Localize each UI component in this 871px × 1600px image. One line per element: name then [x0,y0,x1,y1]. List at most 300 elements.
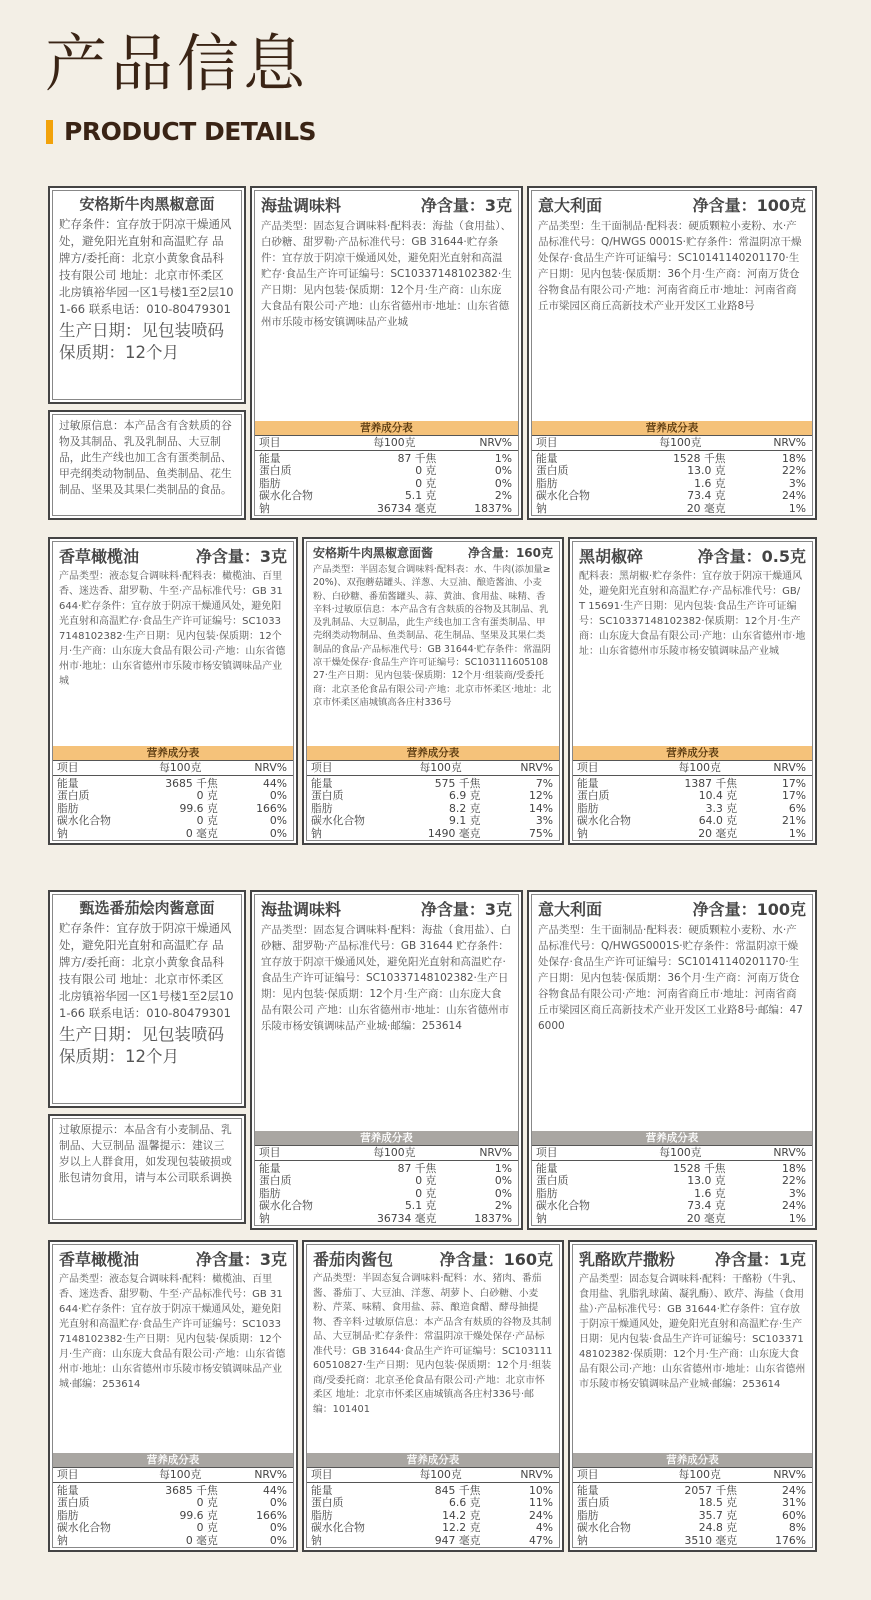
nutrient-label: 钠 [259,501,270,515]
nutrient-nrv: 44% [262,776,287,790]
nutrition-row [255,1200,518,1213]
nutrient-nrv: 3% [535,814,553,827]
col-item: 项目 [57,1467,79,1481]
nutrient-value: 0 克 [196,1496,218,1509]
nutrient-label: 蛋白质 [259,464,292,477]
nutrient-nrv: 1837% [474,501,512,515]
sauce1-net: 净含量：160克 [467,546,553,560]
pasta2-name: 甄选番茄烩肉酱意面 [79,899,215,917]
nutrition-row [307,1535,559,1548]
salt1-text: 产品类型：固态复合调味料·配料表：海盐（食用盐）、白砂糖、甜罗勒·产品标准代号：GB 31644·贮存条件：宜存放于阴凉干燥通风处，避免阳光直射和高温贮存·食品生产许可证编号：SC10337148102382·生产日期：见内包装·保质期：12个月·生产商：山东庞大食品有限公司·产地：山东省德州市·地址：山东省德州市乐陵市杨安镇调味品产业城 [261,220,512,328]
nutrition-row [255,1175,518,1188]
olive2-nutrition [53,1453,293,1548]
nutrition-title: 营养成分表 [307,746,559,760]
nutrient-value: 0 克 [196,1521,218,1534]
spaghetti1-text: 产品类型：生干面制品·配料表：硬质颗粒小麦粉、水·产品标准代号：Q/HWGS 0001S·贮存条件：常温阴凉干燥处保存·食品生产许可证编号：SC10141140201170·生产日期：见内包装·保质期：36个月·生产商：河南万货仓谷物食品有限公司·产地：河南省商丘市·地址：河南省商丘市梁园区商丘高新技术产业开发区工业路8号 [538,220,802,312]
tomato-net: 净含量：160克 [439,1250,553,1269]
nutrition-title: 营养成分表 [532,421,812,435]
salt1-card [250,186,523,520]
nutrient-label: 能量 [57,1483,79,1497]
nutrient-value: 0 毫克 [185,1533,218,1547]
nutrition-row [532,465,812,478]
nutrient-label: 脂肪 [57,801,79,815]
pepper-net: 净含量：0.5克 [697,547,806,566]
nutrition-title: 营养成分表 [573,1453,812,1467]
nutrition-row [307,1522,559,1535]
nutrient-nrv: 31% [781,1496,806,1509]
nutrient-label: 蛋白质 [57,789,90,802]
nutrition-row [307,790,559,803]
nutrition-header-row [532,435,812,451]
nutrient-nrv: 18% [781,451,806,465]
nutrient-nrv: 60% [781,1508,806,1522]
nutrition-row [53,815,293,828]
nutrient-label: 脂肪 [577,1508,599,1522]
nutrient-nrv: 0% [269,826,287,840]
nutrient-nrv: 6% [788,801,806,815]
salt1-net: 净含量：3克 [420,196,512,215]
nutrition-header-row [307,1467,559,1483]
col-nrv: NRV% [773,1145,806,1159]
nutrition-header-row [255,435,518,451]
nutrition-row [255,490,518,503]
nutrient-label: 碳水化合物 [577,1521,631,1534]
nutrition-row [307,815,559,828]
spaghetti1-nutrition [532,421,812,516]
col-item: 项目 [536,1145,558,1159]
col-per100: 每100克 [373,435,416,449]
nutrient-nrv: 2% [494,489,512,502]
salt2-name: 海盐调味料 [261,900,342,919]
nutrient-nrv: 24% [528,1508,553,1522]
nutrient-value: 947 毫克 [434,1533,481,1547]
pasta1-text: 贮存条件：宜存放于阴凉干燥通风处，避免阳光直射和高温贮存 品牌方/委托商：北京小黄象食品科技有限公司 地址：北京市怀柔区北房镇裕华园一区1号楼1至2层101-66 联系电话：010-80479301 [59,217,234,316]
nutrient-value: 0 克 [415,1174,437,1187]
spaghetti2-nutrition [532,1131,812,1226]
nutrient-nrv: 10% [528,1483,553,1497]
nutrient-value: 575 千焦 [434,776,481,790]
col-item: 项目 [577,760,599,774]
nutrition-header-row [53,1467,293,1483]
nutrient-nrv: 4% [535,1521,553,1534]
olive1-text: 产品类型：液态复合调味料·配料表：橄榄油、百里香、迷迭香、甜罗勒、牛至·产品标准代号：GB 31644·贮存条件：宜存放于阴凉干燥通风处，避免阳光直射和高温贮存·食品生产许可证编号：SC10337148102382·生产日期：见内包装·保质期：12个月·生产商：山东庞大食品有限公司·产地：山东省德州市·地址：山东省德州市乐陵市杨安镇调味品产业城 [59,571,286,687]
col-per100: 每100克 [419,760,462,774]
col-item: 项目 [259,1145,281,1159]
nutrition-header-row [255,1145,518,1161]
nutrient-nrv: 24% [781,1483,806,1497]
nutrient-nrv: 166% [256,1508,287,1522]
pepper-card [568,537,817,845]
col-nrv: NRV% [254,760,287,774]
nutrient-nrv: 22% [781,464,806,477]
nutrient-label: 蛋白质 [57,1496,90,1509]
nutrient-nrv: 24% [781,1199,806,1212]
nutrient-nrv: 21% [781,814,806,827]
col-per100: 每100克 [159,760,202,774]
nutrition-title: 营养成分表 [307,1453,559,1467]
allergy2-box [48,1114,246,1224]
pasta1-name: 安格斯牛肉黑椒意面 [79,195,215,213]
nutrient-value: 99.6 克 [179,801,218,815]
col-item: 项目 [259,435,281,449]
nutrition-row [573,790,812,803]
nutrition-row [53,790,293,803]
nutrient-value: 0 毫克 [185,826,218,840]
nutrient-nrv: 12% [528,789,553,802]
nutrition-header-row [573,1467,812,1483]
col-item: 项目 [311,760,333,774]
nutrient-label: 钠 [311,826,322,840]
spaghetti1-net: 净含量：100克 [692,196,806,215]
nutrient-nrv: 166% [256,801,287,815]
nutrient-value: 2057 千焦 [684,1483,738,1497]
salt1-name: 海盐调味料 [261,196,342,215]
col-per100: 每100克 [419,1467,462,1481]
nutrient-label: 脂肪 [577,801,599,815]
nutrient-value: 3510 毫克 [684,1533,738,1547]
col-item: 项目 [577,1467,599,1481]
cheese-nutrition [573,1453,812,1548]
nutrition-row [53,1497,293,1510]
nutrient-value: 36734 毫克 [376,501,437,515]
nutrient-nrv: 18% [781,1161,806,1175]
nutrition-row [53,1522,293,1535]
nutrient-label: 能量 [577,776,599,790]
nutrient-value: 3685 千焦 [165,776,218,790]
tomato-card [302,1240,564,1552]
nutrient-label: 碳水化合物 [536,1199,590,1212]
nutrient-value: 1.6 克 [694,476,726,490]
nutrition-row [53,1485,293,1498]
nutrient-label: 能量 [311,776,333,790]
nutrient-nrv: 24% [781,489,806,502]
nutrient-nrv: 3% [788,1186,806,1200]
salt1-nutrition [255,421,518,516]
nutrient-label: 钠 [57,826,68,840]
nutrition-row [307,828,559,841]
nutrient-label: 能量 [259,451,281,465]
pepper-nutrition [573,746,812,841]
nutrient-label: 碳水化合物 [57,814,111,827]
nutrient-label: 蛋白质 [577,1496,610,1509]
sauce1-card [302,537,564,845]
pepper-text: 配料表：黑胡椒·贮存条件：宜存放于阴凉干燥通风处，避免阳光直射和高温贮存·产品标准代号：GB/T 15691·生产日期：见内包装·食品生产许可证编号：SC10337148102382·保质期：12个月·生产商：山东庞大食品有限公司·产地：山东省德州市·地址：山东省德州市乐陵市杨安镇调味品产业城 [579,571,806,657]
cheese-card [568,1240,817,1552]
nutrition-row [573,815,812,828]
nutrient-nrv: 3% [788,476,806,490]
nutrient-value: 3.3 克 [705,801,738,815]
nutrient-value: 20 毫克 [686,1211,726,1225]
nutrient-value: 6.9 克 [449,789,481,802]
nutrient-value: 20 毫克 [686,501,726,515]
nutrition-title: 营养成分表 [53,1453,293,1467]
nutrition-header-row [53,760,293,776]
tomato-name: 番茄肉酱包 [313,1250,394,1269]
nutrient-label: 脂肪 [536,1186,558,1200]
spaghetti2-net: 净含量：100克 [692,900,806,919]
nutrient-nrv: 1837% [474,1211,512,1225]
nutrient-nrv: 2% [494,1199,512,1212]
nutrient-nrv: 0% [269,1533,287,1547]
nutrient-nrv: 8% [788,1521,806,1534]
pasta2-card [48,890,246,1108]
nutrient-value: 1528 千焦 [673,451,726,465]
nutrient-label: 蛋白质 [536,464,569,477]
olive1-card [48,537,298,845]
col-nrv: NRV% [773,1467,806,1481]
nutrient-nrv: 1% [788,826,806,840]
nutrient-label: 蛋白质 [311,1496,344,1509]
nutrition-header-row [307,760,559,776]
nutrition-title: 营养成分表 [532,1131,812,1145]
nutrition-row [532,1200,812,1213]
spaghetti2-text: 产品类型：生干面制品·配料表：硬质颗粒小麦粉、水·产品标准代号：Q/HWGS0001S·贮存条件：常温阴凉干燥处保存·食品生产许可证编号：SC10141140201170·生产日期：见内包装·保质期：36个月·生产商：河南万货仓谷物食品有限公司·产地：河南省商丘市·地址：河南省商丘市梁园区商丘高新技术产业开发区工业路8号·邮编：476000 [538,924,803,1032]
allergy1-text: 过敏原信息：本产品含有含麸质的谷物及其制品、乳及乳制品、大豆制品，此生产线也加工含有蛋类制品、甲壳纲类动物制品、鱼类制品、花生制品、坚果及其果仁类制品的食品。 [52,414,242,516]
nutrient-label: 脂肪 [311,801,333,815]
nutrition-row [532,453,812,466]
nutrient-nrv: 0% [494,1186,512,1200]
nutrition-row [255,1163,518,1176]
nutrient-nrv: 22% [781,1174,806,1187]
col-per100: 每100克 [659,1145,702,1159]
nutrient-value: 13.0 克 [687,464,726,477]
nutrient-value: 14.2 克 [442,1508,481,1522]
salt2-card [250,890,523,1230]
nutrition-title: 营养成分表 [573,746,812,760]
nutrient-value: 20 毫克 [698,826,738,840]
col-per100: 每100克 [373,1145,416,1159]
nutrient-label: 脂肪 [259,476,281,490]
nutrient-value: 1528 千焦 [673,1161,726,1175]
nutrient-value: 0 克 [196,789,218,802]
pasta2-prod-date: 生产日期：见包装喷码 [59,1025,224,1044]
col-nrv: NRV% [520,1467,553,1481]
col-per100: 每100克 [678,1467,721,1481]
nutrient-nrv: 176% [775,1533,806,1547]
nutrition-row [532,1213,812,1226]
nutrient-label: 脂肪 [536,476,558,490]
sauce1-text: 产品类型：半固态复合调味料·配料表：水、牛肉(添加量≥20%)、双孢蘑菇罐头、洋葱、大豆油、酿造酱油、小麦粉、白砂糖、番茄酱罐头、蒜、黄油、食用盐、味精、香辛料·过敏原信息：本产品含有含麸质的谷物及其制品、乳及乳制品、大豆制品，此生产线也加工含有蛋类制品、甲壳纲类动物制品、鱼类制品、花生制品、坚果及其果仁类制品的食品·产品标准代号：GB 31644·贮存条件：常温阴凉干燥处保存·食品生产许可证编号：SC10311160510827·生产日期：见内包装·保质期：12个月·组装商/受委托商：北京圣伦食品有限公司·产地：北京市怀柔区·地址：北京市怀柔区庙城镇高各庄村336号 [313,564,552,708]
nutrient-value: 1.6 克 [694,1186,726,1200]
nutrient-label: 钠 [536,501,547,515]
nutrient-label: 能量 [259,1161,281,1175]
nutrient-nrv: 1% [788,501,806,515]
nutrient-value: 8.2 克 [449,801,481,815]
nutrition-row [573,828,812,841]
nutrient-value: 3685 千焦 [165,1483,218,1497]
nutrition-row [532,503,812,516]
nutrition-row [255,465,518,478]
nutrient-value: 18.5 克 [698,1496,738,1509]
nutrition-row [53,1535,293,1548]
nutrient-value: 6.6 克 [449,1496,481,1509]
nutrition-row [255,453,518,466]
tomato-nutrition [307,1453,559,1548]
nutrient-label: 能量 [536,451,558,465]
nutrient-value: 1387 千焦 [684,776,738,790]
nutrient-value: 64.0 克 [698,814,738,827]
nutrient-label: 脂肪 [311,1508,333,1522]
pepper-name: 黑胡椒碎 [579,547,644,566]
col-per100: 每100克 [678,760,721,774]
nutrition-row [532,490,812,503]
nutrient-nrv: 17% [781,789,806,802]
sauce1-nutrition [307,746,559,841]
nutrient-label: 碳水化合物 [57,1521,111,1534]
olive1-nutrition [53,746,293,841]
nutrient-value: 10.4 克 [698,789,738,802]
nutrient-value: 5.1 克 [404,489,437,502]
accent-bar [46,120,53,144]
nutrient-nrv: 14% [528,801,553,815]
col-nrv: NRV% [479,1145,512,1159]
pasta1-shelf: 保质期：12个月 [59,343,179,362]
nutrient-label: 碳水化合物 [311,1521,365,1534]
pasta1-card [48,186,246,404]
nutrition-row [255,1213,518,1226]
nutrition-row [53,778,293,791]
col-nrv: NRV% [520,760,553,774]
cheese-net: 净含量：1克 [714,1250,806,1269]
nutrient-label: 能量 [577,1483,599,1497]
spaghetti2-name: 意大利面 [538,900,603,919]
nutrient-nrv: 0% [494,464,512,477]
nutrient-value: 24.8 克 [698,1521,738,1534]
nutrient-nrv: 1% [494,1161,512,1175]
nutrient-nrv: 11% [528,1496,553,1509]
col-item: 项目 [57,760,79,774]
allergy2-text: 过敏原提示：本品含有小麦制品、乳制品、大豆制品 温馨提示：建议三岁以上人群食用，如发现包装破损或胀包请勿食用，请与本公司联系调换 [52,1118,242,1220]
col-nrv: NRV% [773,435,806,449]
sauce1-name: 安格斯牛肉黑椒意面酱 [313,546,434,560]
pasta2-shelf: 保质期：12个月 [59,1047,179,1066]
olive2-text: 产品类型：液态复合调味料·配料：橄榄油、百里香、迷迭香、甜罗勒、牛至·产品标准代号：GB 31644·贮存条件：宜存放于阴凉干燥通风处，避免阳光直射和高温贮存·食品生产许可证编号：SC10337148102382·生产日期：见内包装·保质期：12个月·生产商：山东庞大食品有限公司·产地：山东省德州市·地址：山东省德州市乐陵市杨安镇调味品产业城·邮编：253614 [59,1274,286,1390]
nutrient-label: 蛋白质 [259,1174,292,1187]
nutrient-value: 73.4 克 [687,489,726,502]
nutrient-label: 脂肪 [259,1186,281,1200]
col-nrv: NRV% [773,760,806,774]
spaghetti1-name: 意大利面 [538,196,603,215]
nutrition-title: 营养成分表 [255,1131,518,1145]
pasta2-text: 贮存条件：宜存放于阴凉干燥通风处，避免阳光直射和高温贮存 品牌方/委托商：北京小黄象食品科技有限公司 地址：北京市怀柔区北房镇裕华园一区1号楼1至2层101-66 联系电话：010-80479301 [59,921,234,1020]
nutrient-label: 钠 [311,1533,322,1547]
nutrient-label: 钠 [57,1533,68,1547]
nutrient-nrv: 75% [528,826,553,840]
nutrient-value: 36734 毫克 [376,1211,437,1225]
nutrient-label: 碳水化合物 [259,489,313,502]
olive2-net: 净含量：3克 [195,1250,287,1269]
nutrient-nrv: 0% [269,814,287,827]
nutrition-row [307,1485,559,1498]
nutrient-label: 钠 [259,1211,270,1225]
pasta1-prod-date: 生产日期：见包装喷码 [59,321,224,340]
nutrition-row [573,1535,812,1548]
nutrient-label: 脂肪 [57,1508,79,1522]
olive2-name: 香草橄榄油 [59,1250,140,1269]
nutrient-nrv: 44% [262,1483,287,1497]
nutrient-value: 0 克 [415,464,437,477]
nutrient-label: 能量 [311,1483,333,1497]
nutrient-nrv: 0% [269,1521,287,1534]
page-subtitle: PRODUCT DETAILS [64,117,317,146]
nutrient-value: 0 克 [415,1186,437,1200]
nutrient-value: 5.1 克 [404,1199,437,1212]
nutrition-row [307,1497,559,1510]
nutrient-nrv: 7% [535,776,553,790]
olive1-name: 香草橄榄油 [59,547,140,566]
nutrition-header-row [573,760,812,776]
salt2-net: 净含量：3克 [420,900,512,919]
col-per100: 每100克 [659,435,702,449]
nutrient-nrv: 17% [781,776,806,790]
nutrient-value: 87 千焦 [397,1161,437,1175]
page-title: 产品信息 [45,27,310,100]
col-item: 项目 [536,435,558,449]
allergy1-box [48,410,246,520]
nutrient-label: 能量 [57,776,79,790]
nutrition-row [255,503,518,516]
nutrient-nrv: 1% [788,1211,806,1225]
nutrition-row [307,778,559,791]
nutrient-value: 845 千焦 [434,1483,481,1497]
nutrient-value: 0 克 [196,814,218,827]
nutrient-label: 碳水化合物 [311,814,365,827]
nutrient-label: 钠 [577,826,588,840]
nutrient-label: 碳水化合物 [259,1199,313,1212]
nutrient-value: 0 克 [415,476,437,490]
spaghetti1-card [527,186,817,520]
nutrient-label: 蛋白质 [311,789,344,802]
nutrition-title: 营养成分表 [255,421,518,435]
nutrient-label: 钠 [577,1533,588,1547]
nutrition-row [573,1522,812,1535]
nutrient-value: 73.4 克 [687,1199,726,1212]
nutrient-nrv: 0% [269,1496,287,1509]
olive2-card [48,1240,298,1552]
nutrient-label: 钠 [536,1211,547,1225]
nutrient-nrv: 47% [528,1533,553,1547]
col-nrv: NRV% [254,1467,287,1481]
nutrient-label: 碳水化合物 [577,814,631,827]
nutrient-nrv: 0% [269,789,287,802]
col-item: 项目 [311,1467,333,1481]
nutrition-row [53,828,293,841]
nutrient-value: 87 千焦 [397,451,437,465]
nutrient-label: 蛋白质 [536,1174,569,1187]
nutrient-value: 12.2 克 [442,1521,481,1534]
nutrition-title: 营养成分表 [53,746,293,760]
nutrient-value: 9.1 克 [449,814,481,827]
salt2-nutrition [255,1131,518,1226]
nutrient-value: 99.6 克 [179,1508,218,1522]
cheese-name: 乳酪欧芹撒粉 [579,1250,676,1269]
olive1-net: 净含量：3克 [195,547,287,566]
nutrient-nrv: 1% [494,451,512,465]
nutrient-nrv: 0% [494,1174,512,1187]
nutrition-header-row [532,1145,812,1161]
nutrient-label: 能量 [536,1161,558,1175]
nutrient-value: 35.7 克 [698,1508,738,1522]
col-nrv: NRV% [479,435,512,449]
salt2-text: 产品类型：固态复合调味料·配料：海盐（食用盐）、白砂糖、甜罗勒·产品标准代号：GB 31644 贮存条件：宜存放于阴凉干燥通风处，避免阳光直射和高温贮存·食品生产许可证编号：SC10337148102382·生产日期：见内包装·保质期：12个月·生产商：山东庞大食品有限公司 产地：山东省德州市·地址：山东省德州市乐陵市杨安镇调味品产业城·邮编：253614 [261,924,512,1032]
nutrition-row [532,1175,812,1188]
cheese-text: 产品类型：固态复合调味料·配料：干酪粉（牛乳、食用盐、乳脂乳球菌、凝乳酶）、欧芹、海盐（食用盐）·产品标准代号：GB 31644·贮存条件：宜存放于阴凉干燥通风处，避免阳光直射和高温贮存·生产日期：见内包装·食品生产许可证编号：SC10337148102382·保质期：12个月·生产商：山东庞大食品有限公司·产地：山东省德州市·地址：山东省德州市乐陵市杨安镇调味品产业城·邮编：253614 [579,1274,806,1390]
nutrition-row [532,1163,812,1176]
nutrient-value: 1490 毫克 [427,826,481,840]
nutrient-value: 13.0 克 [687,1174,726,1187]
tomato-text: 产品类型：半固态复合调味料·配料：水、猪肉、番茄酱、番茄丁、大豆油、洋葱、胡萝卜、白砂糖、小麦粉、芹菜、味精、食用盐、蒜、酿造食醋、酵母抽提物、香辛料·过敏原信息：本产品含有麸质的谷物及其制品、大豆制品·贮存条件：常温阴凉干燥处保存·产品标准代号：GB 31644·食品生产许可证编号：SC10311160510827·生产日期：见内包装·保质期：12个月·组装商/受委托商：北京圣伦食品有限公司·产地：北京市怀柔区 地址：北京市怀柔区庙城镇高各庄村336号·邮编：101401 [313,1273,553,1415]
nutrient-label: 蛋白质 [577,789,610,802]
